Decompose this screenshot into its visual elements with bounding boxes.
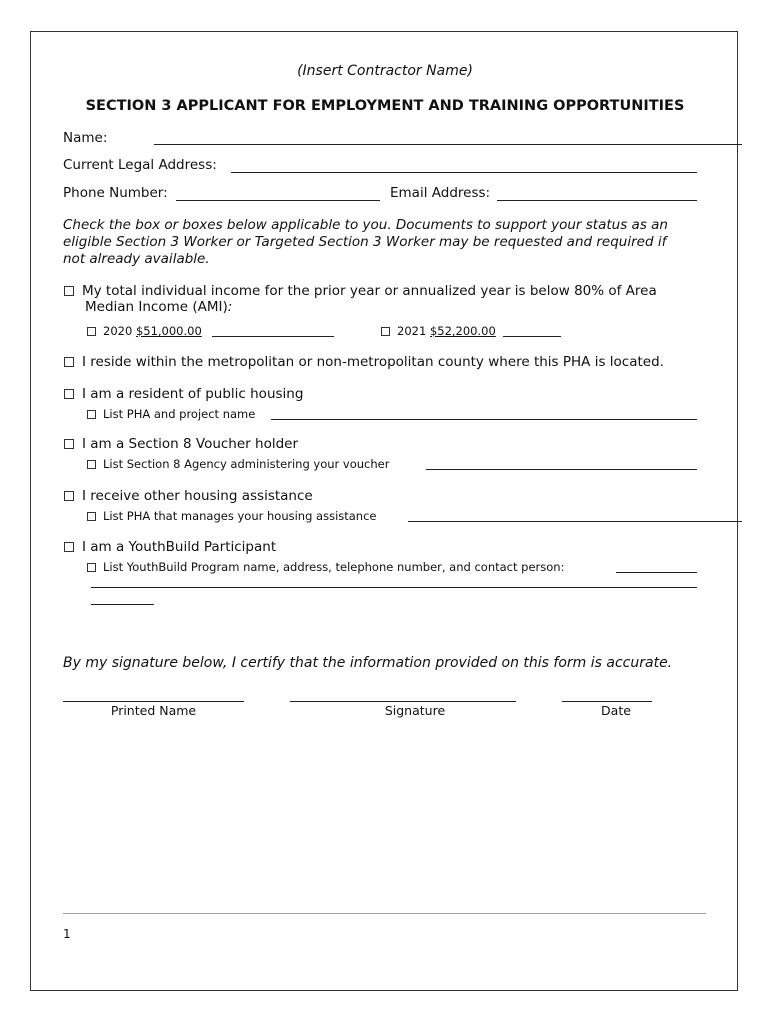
youthbuild-field-2[interactable]: [91, 587, 697, 588]
public-housing-sub-text: List PHA and project name: [103, 407, 256, 421]
printed-name-line[interactable]: [63, 701, 244, 702]
date-label: Date: [601, 703, 631, 718]
year-2021-option: [381, 324, 496, 338]
email-field[interactable]: [497, 200, 697, 201]
youthbuild-field-3[interactable]: [91, 604, 154, 605]
certification-text: By my signature below, I certify that the information provided on this form is accurate.: [63, 655, 673, 671]
income-option-text: My total individual income for the prior year or annualized year is below 80% of Area: [82, 283, 657, 299]
youthbuild-sub: [87, 560, 564, 574]
signature-label: Signature: [384, 703, 446, 718]
public-housing-option: [64, 386, 303, 402]
income-colon: :: [227, 299, 233, 315]
name-field[interactable]: [154, 144, 742, 145]
income-option-line-2: [85, 299, 232, 315]
year-2020-checkbox[interactable]: [87, 327, 96, 336]
year-2021-checkbox[interactable]: [381, 327, 390, 336]
address-label: Current Legal Address:: [63, 157, 217, 173]
youthbuild-field-1[interactable]: [616, 572, 697, 573]
income-option: [64, 283, 657, 299]
public-housing-field[interactable]: [271, 419, 697, 420]
instructions-line-2: eligible Section 3 Worker or Targeted Section 3 Worker may be requested and required if: [63, 234, 667, 250]
other-assistance-checkbox[interactable]: [64, 491, 74, 501]
year-2021-label: 2021: [397, 324, 427, 338]
other-assistance-sub-checkbox[interactable]: [87, 512, 96, 521]
other-assistance-sub: [87, 509, 377, 523]
other-assistance-sub-text: List PHA that manages your housing assistance: [103, 509, 377, 523]
reside-option-text: I reside within the metropolitan or non-metropolitan county where this PHA is located.: [82, 354, 664, 370]
income-option-text-2: Median Income (AMI): [85, 299, 228, 315]
printed-name-label: Printed Name: [110, 703, 197, 718]
year-2020-option: [87, 324, 202, 338]
income-checkbox[interactable]: [64, 286, 74, 296]
phone-label: Phone Number:: [63, 185, 168, 201]
youthbuild-sub-checkbox[interactable]: [87, 563, 96, 572]
signature-line[interactable]: [290, 701, 516, 702]
instructions-line-1: Check the box or boxes below applicable to you. Documents to support your status as an: [63, 217, 668, 233]
voucher-sub-checkbox[interactable]: [87, 460, 96, 469]
year-2020-value: $51,000.00: [135, 324, 202, 338]
year-2021-underline: [503, 336, 561, 337]
year-2020-underline: [212, 336, 334, 337]
other-assistance-option: [64, 488, 313, 504]
page-number: 1: [63, 927, 71, 941]
reside-checkbox[interactable]: [64, 357, 74, 367]
phone-field[interactable]: [176, 200, 380, 201]
youthbuild-text: I am a YouthBuild Participant: [82, 539, 277, 555]
year-2020-label: 2020: [103, 324, 133, 338]
voucher-text: I am a Section 8 Voucher holder: [82, 436, 298, 452]
page-title: SECTION 3 APPLICANT FOR EMPLOYMENT AND TRAINING OPPORTUNITIES: [85, 98, 685, 114]
youthbuild-option: [64, 539, 276, 555]
youthbuild-sub-text: List YouthBuild Program name, address, telephone number, and contact person:: [103, 560, 565, 574]
voucher-checkbox[interactable]: [64, 439, 74, 449]
footer-rule: [63, 913, 706, 914]
public-housing-checkbox[interactable]: [64, 389, 74, 399]
voucher-sub-text: List Section 8 Agency administering your voucher: [103, 457, 390, 471]
public-housing-sub: [87, 407, 255, 421]
public-housing-text: I am a resident of public housing: [82, 386, 304, 402]
reside-option: [64, 354, 664, 370]
youthbuild-checkbox[interactable]: [64, 542, 74, 552]
voucher-option: [64, 436, 298, 452]
name-label: Name:: [63, 130, 108, 146]
instructions-line-3: not already available.: [63, 251, 210, 267]
date-line[interactable]: [562, 701, 652, 702]
other-assistance-field[interactable]: [408, 521, 742, 522]
contractor-name: (Insert Contractor Name): [297, 63, 473, 79]
email-label: Email Address:: [390, 185, 491, 201]
voucher-field[interactable]: [426, 469, 697, 470]
address-field[interactable]: [231, 172, 697, 173]
year-2021-value: $52,200.00: [429, 324, 496, 338]
other-assistance-text: I receive other housing assistance: [82, 488, 313, 504]
voucher-sub: [87, 457, 389, 471]
public-housing-sub-checkbox[interactable]: [87, 410, 96, 419]
